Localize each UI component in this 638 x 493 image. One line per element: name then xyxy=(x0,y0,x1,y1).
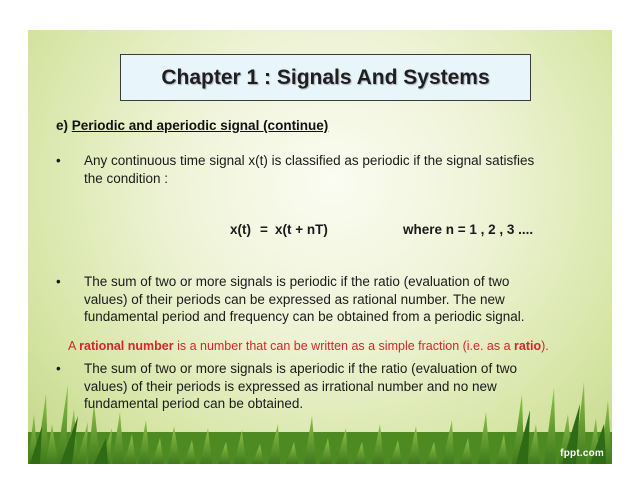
bullet-dot: • xyxy=(56,153,61,168)
bullet-text xyxy=(84,152,584,187)
bullet-dot: • xyxy=(56,274,61,289)
bullet-line: The sum of two or more signals is periodic if the ratio (evaluation of two xyxy=(84,274,510,289)
note-prefix: A xyxy=(68,339,80,353)
bullet-line: values) of their periods is expressed as irrational number and no new xyxy=(84,378,497,394)
bullet-text xyxy=(84,360,584,413)
bullet-line: fundamental period can be obtained. xyxy=(84,396,304,411)
rational-number-note xyxy=(68,339,549,353)
formula-condition: where n = 1 , 2 , 3 .... xyxy=(403,222,534,237)
bullet-sum-periodic xyxy=(56,273,586,327)
bullet-line: The sum of two or more signals is aperiodic if the ratio (evaluation of two xyxy=(84,361,517,376)
bullet-line: Any continuous time signal x(t) is classified as periodic if the signal satisfies xyxy=(84,153,535,168)
bullet-text xyxy=(84,273,584,326)
formula-lhs: x(t) xyxy=(230,222,251,237)
slide xyxy=(28,30,612,464)
section-prefix: e) xyxy=(56,118,72,133)
slide-title: Chapter 1 : Signals And Systems xyxy=(161,65,490,89)
note-suffix: ). xyxy=(541,339,549,353)
note-term: rational number xyxy=(79,339,174,353)
formula-rhs: x(t + nT) xyxy=(275,222,328,237)
bullet-dot: • xyxy=(56,361,61,376)
note-term-ratio: ratio xyxy=(514,339,542,353)
section-heading xyxy=(56,118,328,133)
bullet-line: the condition : xyxy=(84,170,169,186)
section-title: Periodic and aperiodic signal (continue) xyxy=(71,118,329,133)
bullet-line: fundamental period and frequency can be obtained from a periodic signal. xyxy=(84,309,525,324)
title-box xyxy=(120,54,531,101)
bullet-sum-aperiodic xyxy=(56,360,586,414)
bullet-line: values) of their periods can be expressed as rational number. The new xyxy=(84,291,505,307)
watermark: fppt.com xyxy=(560,448,604,459)
bullet-periodic-condition xyxy=(56,152,586,188)
note-middle: is a number that can be written as a simple fraction (i.e. as a xyxy=(173,339,515,353)
formula-equals: = xyxy=(260,222,268,237)
